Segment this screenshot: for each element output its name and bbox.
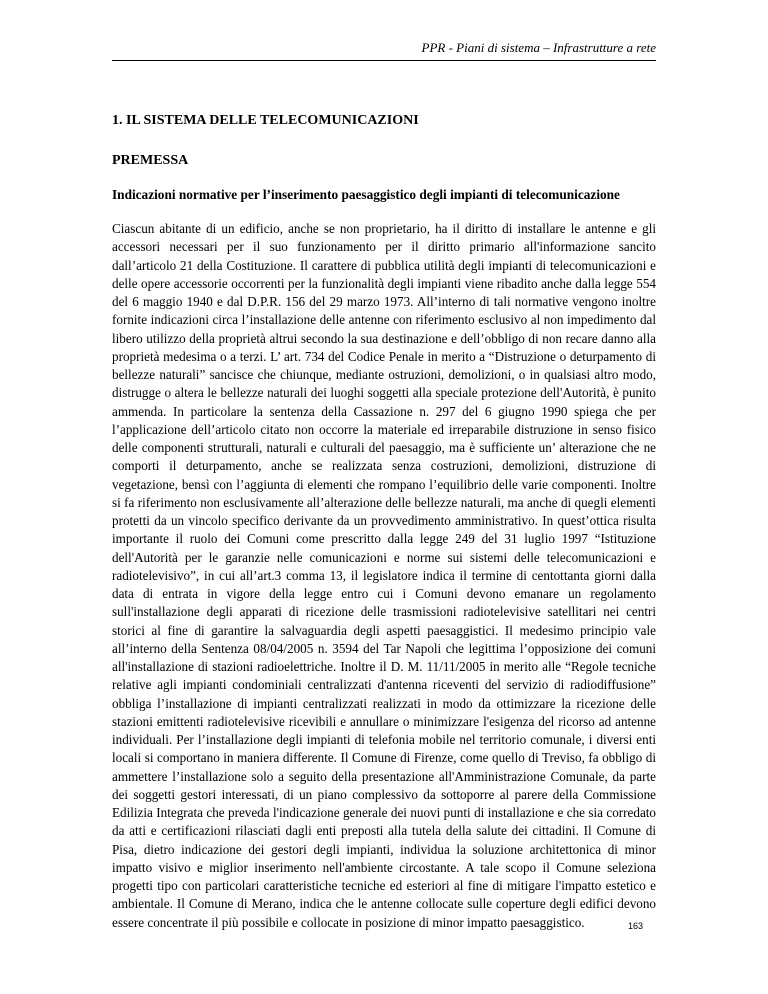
body-paragraph: Ciascun abitante di un edificio, anche se non proprietario, ha il diritto di installare le antenne e gli accessori necessari per il suo funzionamento per il diritto primario all'informazione sancito dall’articolo 21 della Costituzione. Il carattere di pubblica utilità degli impianti di telecomunicazioni e delle opere accessorie occorrenti per la funzionalità degli impianti viene ribadito anche dalla legge 554 del 6 maggio 1940 e dal D.P.R. 156 del 29 marzo 1973. All’interno di tali normative vengono inoltre fornite indicazioni circa l’installazione delle antenne con riferimento esclusivo al non impedimento dal libero utilizzo della proprietà altrui secondo la sua destinazione e dell’obbligo di non recare danno alla proprietà medesima o a terzi. L’ art. 734 del Codice Penale in merito a “Distruzione o deturpamento di bellezze naturali” sancisce che chiunque, mediante ostruzioni, demolizioni, o in qualsiasi altro modo, distrugge o altera le bellezze naturali dei luoghi soggetti alla speciale protezione dell'Autorità, è punito ammenda. In particolare la sentenza della Cassazione n. 297 del 6 giugno 1990 spiega che per l’applicazione dell’articolo citato non occorre la materiale ed irreparabile distruzione in senso fisico delle componenti strutturali, naturali e culturali del paesaggio, ma è sufficiente un’ alterazione che ne comporti il deturpamento, anche se realizzata senza costruzioni, demolizioni, distruzione di vegetazione, bensì con l’aggiunta di elementi che rompano l’equilibrio delle varie componenti. Inoltre si fa riferimento non esclusivamente all’alterazione delle bellezze naturali, ma anche di quegli elementi protetti da un vincolo specifico derivante da un provvedimento amministrativo. In quest’ottica risulta importante il ruolo dei Comuni come prescritto dalla legge 249 del 31 luglio 1997 “Istituzione dell'Autorità per le garanzie nelle comunicazioni e norme sui sistemi delle telecomunicazioni e radiotelevisivo”, in cui all’art.3 comma 13, il legislatore indica il termine di centottanta giorni dalla data di entrata in vigore della legge entro cui i Comuni devono emanare un regolamento sull'installazione degli apparati di ricezione delle trasmissioni radiotelevisive satellitari nei centri storici al fine di garantire la salvaguardia degli aspetti paesaggistici. Il medesimo principio vale all’interno della Sentenza 08/04/2005 n. 3594 del Tar Napoli che legittima l’opposizione dei comuni all'installazione di stazioni radioelettriche. Inoltre il D. M. 11/11/2005 in merito alle “Regole tecniche relative agli impianti condominiali centralizzati d'antenna riceventi del servizio di radiodiffusione” obbliga l’installazione di impianti centralizzati realizzati in modo da ottimizzare la ricezione delle stazioni emittenti radiotelevisive ricevibili e annullare o minimizzare l'esigenza del ricorso ad antenne individuali. Per l’installazione degli impianti di telefonia mobile nel territorio comunale, i diversi enti locali si comportano in maniera differente. Il Comune di Firenze, come quello di Treviso, fa obbligo di ammettere l’installazione solo a seguito della presentazione all'Amministrazione Comunale, da parte dei soggetti gestori interessati, di un piano complessivo da sottoporre al parere della Commissione Edilizia Integrata che preveda l'indicazione generale dei nuovi punti di installazione e che sia corredato da atti e certificazioni rilasciati dagli enti preposti alla tutela della salute dei cittadini. Il Comune di Pisa, dietro indicazione dei gestori degli impianti, individua la soluzione architettonica di minor impatto visivo e miglior inserimento nell'ambiente circostante. A tale scopo il Comune seleziona progetti tipo con particolari caratteristiche tecniche ed esteriori al fine di mitigare l'impatto estetico e ambientale. Il Comune di Merano, indica che le antenne collocate sulle coperture degli edifici devono essere concentrate il più possibile e collocate in posizione di minor impatto paesaggistico. xyxy=(112,221,656,930)
premessa-heading: PREMESSA xyxy=(112,153,189,168)
header-divider xyxy=(112,60,656,61)
page-number: 163 xyxy=(628,921,644,931)
subheading: Indicazioni normative per l’inserimento paesaggistico degli impianti di telecomunicazione xyxy=(112,187,620,202)
document-body xyxy=(112,112,656,932)
running-header: PPR - Piani di sistema – Infrastrutture a rete xyxy=(421,40,656,55)
section-title: 1. IL SISTEMA DELLE TELECOMUNICAZIONI xyxy=(112,113,419,128)
